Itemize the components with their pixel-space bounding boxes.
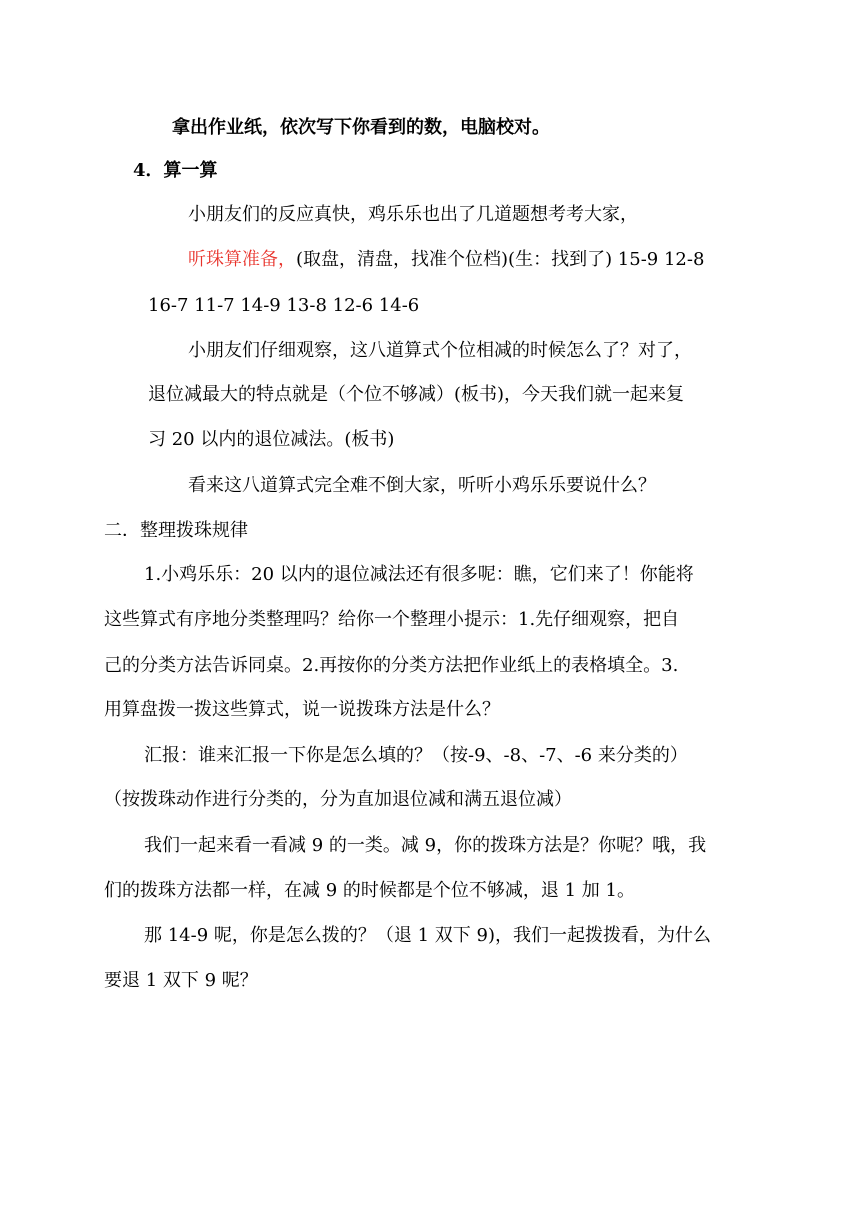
paragraph-line: 1.小鸡乐乐：20 以内的退位减法还有很多呢：瞧，它们来了！你能将 xyxy=(144,564,694,585)
paragraph-text: (取盘，清盘，找准个位档)(生：找到了) 15-9 12-8 xyxy=(296,249,705,270)
paragraph-line: 那 14-9 呢，你是怎么拨的？（退 1 双下 9)，我们一起拨拨看，为什么 xyxy=(144,925,711,946)
paragraph-line: 汇报：谁来汇报一下你是怎么填的？（按-9、-8、-7、-6 来分类的） xyxy=(144,745,688,766)
paragraph-line-abacus xyxy=(188,248,704,272)
section-heading-calc: 4．算一算 xyxy=(133,160,218,181)
highlight-text: 听珠算准备， xyxy=(188,249,296,270)
paragraph-line: 我们一起来看一看减 9 的一类。减 9，你的拨珠方法是？你呢？哦，我 xyxy=(144,835,707,856)
paragraph-line: 己的分类方法告诉同桌。2.再按你的分类方法把作业纸上的表格填全。3. xyxy=(104,655,679,676)
paragraph-line: 看来这八道算式完全难不倒大家，听听小鸡乐乐要说什么？ xyxy=(188,475,656,496)
paragraph-line: （按拨珠动作进行分类的，分为直加退位减和满五退位减） xyxy=(104,789,572,810)
paragraph-line: 们的拨珠方法都一样，在减 9 的时候都是个位不够减，退 1 加 1。 xyxy=(104,880,635,901)
equations-line: 16-7 11-7 14-9 13-8 12-6 14-6 xyxy=(148,295,420,316)
paragraph-line: 退位减最大的特点就是（个位不够减）(板书)，今天我们就一起来复 xyxy=(148,384,685,405)
paragraph-line: 用算盘拨一拨这些算式，说一说拨珠方法是什么？ xyxy=(104,699,500,720)
paragraph-line: 小朋友们的反应真快，鸡乐乐也出了几道题想考考大家， xyxy=(188,204,638,225)
instruction-line: 拿出作业纸，依次写下你看到的数，电脑校对。 xyxy=(172,117,550,138)
paragraph-line: 要退 1 双下 9 呢？ xyxy=(104,970,258,991)
paragraph-line: 小朋友们仔细观察，这八道算式个位相减的时候怎么了？对了， xyxy=(188,340,692,361)
section-heading-rules: 二．整理拨珠规律 xyxy=(104,520,248,541)
paragraph-line: 这些算式有序地分类整理吗？给你一个整理小提示：1.先仔细观察，把自 xyxy=(104,609,680,630)
paragraph-line: 习 20 以内的退位减法。(板书) xyxy=(148,429,395,450)
